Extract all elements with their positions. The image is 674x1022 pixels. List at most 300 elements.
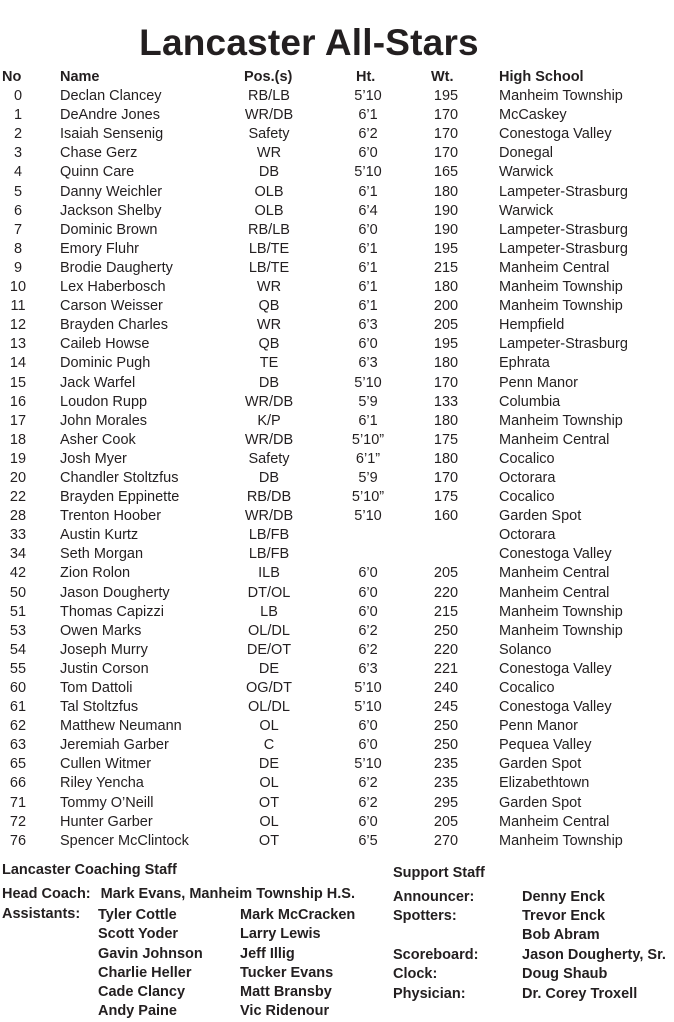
player-name: Tommy O’Neill xyxy=(60,794,154,811)
player-height: 6’3 xyxy=(358,355,378,372)
player-position: LB/FB xyxy=(248,546,290,563)
support-role-label: Clock: xyxy=(393,966,438,982)
table-row xyxy=(0,125,674,144)
player-height: 5’10 xyxy=(354,756,382,773)
player-height: 5’10 xyxy=(354,680,382,696)
player-weight: 250 xyxy=(433,737,459,754)
table-row xyxy=(0,545,674,564)
player-name: Austin Kurtz xyxy=(60,527,139,544)
player-number: 72 xyxy=(9,813,27,830)
player-weight: 170 xyxy=(433,374,459,391)
player-name: Carson Weisser xyxy=(60,298,163,315)
table-row xyxy=(0,469,674,488)
player-weight: 250 xyxy=(433,622,459,639)
player-position: OL/DL xyxy=(248,699,290,716)
table-row xyxy=(0,183,674,202)
player-high-school: Manheim Township xyxy=(499,412,623,429)
header-weight: Wt. xyxy=(431,69,454,85)
player-high-school: Manheim Central xyxy=(499,259,610,276)
player-high-school: Conestoga Valley xyxy=(499,660,612,677)
roster-header-row xyxy=(0,68,674,87)
support-staff-name: Trevor Enck xyxy=(522,908,606,924)
player-name: Brodie Daugherty xyxy=(60,259,173,276)
player-name: Jason Dougherty xyxy=(60,584,170,601)
player-position: WR/DB xyxy=(244,508,294,525)
table-row xyxy=(0,774,674,793)
player-weight: 200 xyxy=(433,298,459,315)
player-name: Dominic Pugh xyxy=(60,355,151,372)
assistants-label: Assistants: xyxy=(2,906,81,922)
player-high-school: Warwick xyxy=(499,202,554,219)
player-name: Declan Clancey xyxy=(60,88,162,105)
player-high-school: Manheim Central xyxy=(499,813,610,830)
player-weight: 180 xyxy=(433,412,459,429)
support-role-label: Spotters: xyxy=(393,908,457,924)
table-row xyxy=(0,736,674,755)
player-position: Safety xyxy=(248,450,290,467)
player-height: 6’1 xyxy=(358,183,378,200)
player-high-school: Manheim Township xyxy=(499,298,623,315)
player-position: DE/OT xyxy=(246,641,292,658)
player-height: 6’1 xyxy=(358,412,378,429)
player-weight: 205 xyxy=(433,317,459,334)
player-high-school: Manheim Township xyxy=(499,603,623,620)
table-row xyxy=(0,507,674,526)
support-staff-name: Denny Enck xyxy=(522,889,605,905)
player-high-school: Solanco xyxy=(499,641,552,658)
player-high-school: Warwick xyxy=(499,164,554,181)
player-number: 7 xyxy=(13,221,23,238)
player-name: Thomas Capizzi xyxy=(60,603,164,620)
player-position: OL xyxy=(259,775,279,792)
player-high-school: Lampeter-Strasburg xyxy=(499,183,628,200)
table-row xyxy=(0,221,674,240)
head-coach-line xyxy=(2,886,355,902)
player-high-school: Octorara xyxy=(499,527,556,544)
player-weight: 220 xyxy=(433,584,459,601)
player-weight: 215 xyxy=(433,603,459,620)
player-height: 6’1 xyxy=(358,240,378,257)
player-weight: 235 xyxy=(433,775,459,792)
player-high-school: Donegal xyxy=(499,145,554,162)
player-position: RB/LB xyxy=(248,88,290,105)
table-row xyxy=(0,240,674,259)
player-number: 63 xyxy=(9,737,27,754)
player-position: OLB xyxy=(254,183,284,200)
player-high-school: Cocalico xyxy=(499,489,555,506)
roster-table xyxy=(0,68,674,851)
table-row xyxy=(0,393,674,412)
player-number: 65 xyxy=(9,756,27,773)
table-row xyxy=(0,698,674,717)
player-height: 6’2 xyxy=(358,641,378,658)
assistant-coach-name: Tucker Evans xyxy=(240,964,334,981)
assistants-column-1 xyxy=(98,906,203,1022)
table-row xyxy=(0,278,674,297)
table-row xyxy=(0,564,674,583)
player-name: Quinn Care xyxy=(60,164,135,181)
player-high-school: Pequea Valley xyxy=(499,737,592,754)
player-high-school: Lampeter-Strasburg xyxy=(499,221,628,238)
player-height: 5’9 xyxy=(358,393,378,410)
head-coach-name: Mark Evans, Manheim Township H.S. xyxy=(100,886,356,902)
player-high-school: Conestoga Valley xyxy=(499,699,612,716)
table-row xyxy=(0,431,674,450)
player-number: 53 xyxy=(9,622,27,639)
assistant-coach-name: Cade Clancy xyxy=(98,984,186,1001)
player-high-school: Columbia xyxy=(499,393,561,410)
player-position: OT xyxy=(258,794,280,811)
player-height: 6’1 xyxy=(358,107,378,124)
player-number: 20 xyxy=(9,469,27,486)
player-name: Brayden Charles xyxy=(60,317,168,334)
player-high-school: Manheim Township xyxy=(499,832,623,849)
player-height: 6’0 xyxy=(358,565,378,582)
player-name: John Morales xyxy=(60,412,148,429)
table-row xyxy=(0,526,674,545)
table-row xyxy=(0,354,674,373)
player-position: C xyxy=(263,737,275,754)
player-number: 11 xyxy=(10,298,26,315)
player-weight: 195 xyxy=(433,88,459,105)
player-number: 9 xyxy=(13,259,23,276)
player-name: Jack Warfel xyxy=(60,374,136,391)
player-height: 6’2 xyxy=(358,126,378,143)
player-weight: 175 xyxy=(433,489,459,506)
player-weight: 180 xyxy=(433,279,459,296)
player-height: 6’0 xyxy=(358,718,378,735)
table-row xyxy=(0,641,674,660)
player-name: Tal Stoltzfus xyxy=(60,699,139,716)
player-weight: 221 xyxy=(433,660,459,677)
player-name: DeAndre Jones xyxy=(60,107,160,124)
player-position: OLB xyxy=(254,202,284,219)
player-name: Jeremiah Garber xyxy=(60,737,169,754)
player-height: 6’0 xyxy=(358,145,378,162)
player-height: 5’10” xyxy=(351,489,385,506)
head-coach-label: Head Coach: xyxy=(2,886,91,902)
player-height: 6’3 xyxy=(358,660,378,677)
player-position: DB xyxy=(258,164,280,181)
player-name: Joseph Murry xyxy=(60,641,148,658)
assistant-coach-name: Gavin Johnson xyxy=(98,945,203,962)
player-high-school: Garden Spot xyxy=(499,508,582,525)
assistant-coach-name: Jeff Illig xyxy=(240,945,295,962)
table-row xyxy=(0,679,674,698)
table-row xyxy=(0,832,674,851)
player-high-school: McCaskey xyxy=(499,107,567,124)
player-position: OG/DT xyxy=(246,680,292,696)
player-name: Josh Myer xyxy=(60,450,127,467)
player-position: K/P xyxy=(257,412,281,429)
player-high-school: Octorara xyxy=(499,469,556,486)
player-number: 16 xyxy=(9,393,27,410)
player-number: 19 xyxy=(9,450,27,467)
player-position: WR/DB xyxy=(244,107,294,124)
player-height: 5’10 xyxy=(354,508,382,525)
player-name: Matthew Neumann xyxy=(60,718,182,735)
header-position: Pos.(s) xyxy=(244,69,293,85)
player-position: OL/DL xyxy=(248,622,290,639)
table-row xyxy=(0,316,674,335)
player-weight: 220 xyxy=(433,641,459,658)
player-name: Asher Cook xyxy=(60,431,136,448)
table-row xyxy=(0,813,674,832)
player-number: 10 xyxy=(9,279,27,296)
player-high-school: Manheim Central xyxy=(499,431,610,448)
table-row xyxy=(0,450,674,469)
player-number: 4 xyxy=(13,164,23,181)
player-position: WR/DB xyxy=(244,431,294,448)
player-number: 60 xyxy=(9,680,27,696)
player-position: OT xyxy=(258,832,280,849)
support-staff-name: Bob Abram xyxy=(522,927,600,943)
assistant-coach-name: Vic Ridenour xyxy=(240,1003,330,1020)
player-number: 5 xyxy=(13,183,23,200)
player-name: Lex Haberbosch xyxy=(60,279,166,296)
player-weight: 205 xyxy=(433,813,459,830)
player-position: OL xyxy=(259,718,279,735)
player-number: 28 xyxy=(9,508,27,525)
player-name: Hunter Garber xyxy=(60,813,153,830)
table-row xyxy=(0,622,674,641)
player-position: DT/OL xyxy=(247,584,291,601)
player-position: QB xyxy=(258,336,280,353)
assistants-column-2 xyxy=(240,906,355,1022)
player-weight: 170 xyxy=(433,107,459,124)
table-row xyxy=(0,259,674,278)
assistant-coach-name: Larry Lewis xyxy=(240,926,321,943)
player-number: 8 xyxy=(13,240,23,257)
player-name: Chandler Stoltzfus xyxy=(60,469,179,486)
player-weight: 205 xyxy=(433,565,459,582)
player-height: 6’5 xyxy=(358,832,378,849)
player-name: Danny Weichler xyxy=(60,183,163,200)
table-row xyxy=(0,297,674,316)
player-high-school: Cocalico xyxy=(499,450,555,467)
player-height: 5’10” xyxy=(351,431,385,448)
player-position: WR xyxy=(256,145,282,162)
player-height: 6’0 xyxy=(358,737,378,754)
player-high-school: Conestoga Valley xyxy=(499,126,612,143)
assistant-coach-name: Mark McCracken xyxy=(240,907,356,923)
player-height: 6’0 xyxy=(358,336,378,353)
support-staff-name: Jason Dougherty, Sr. xyxy=(522,947,666,963)
assistant-coach-name: Scott Yoder xyxy=(98,926,179,943)
player-weight: 180 xyxy=(433,450,459,467)
player-number: 6 xyxy=(13,202,23,219)
player-position: DB xyxy=(258,469,280,486)
player-weight: 180 xyxy=(433,183,459,200)
player-weight: 190 xyxy=(433,221,459,238)
player-height: 6’2 xyxy=(358,794,378,811)
table-row xyxy=(0,144,674,163)
player-position: Safety xyxy=(248,126,290,143)
player-height: 5’10 xyxy=(354,88,382,105)
player-position: ILB xyxy=(258,565,280,582)
player-weight: 133 xyxy=(433,393,459,410)
player-name: Jackson Shelby xyxy=(60,202,162,219)
player-name: Trenton Hoober xyxy=(60,508,162,525)
table-row xyxy=(0,794,674,813)
player-weight: 270 xyxy=(433,832,459,849)
player-number: 66 xyxy=(9,775,27,792)
table-row xyxy=(0,106,674,125)
coaching-staff-title: Lancaster Coaching Staff xyxy=(2,862,177,878)
player-height: 6’2 xyxy=(358,622,378,639)
player-height: 6’2 xyxy=(358,775,378,792)
player-height: 6’4 xyxy=(358,202,378,219)
player-number: 34 xyxy=(9,546,27,563)
player-position: OL xyxy=(259,813,279,830)
player-weight: 240 xyxy=(433,680,459,696)
player-position: LB/FB xyxy=(248,527,290,544)
player-position: QB xyxy=(258,298,280,315)
player-weight: 180 xyxy=(433,355,459,372)
player-weight: 215 xyxy=(433,259,459,276)
player-high-school: Ephrata xyxy=(499,355,550,372)
player-name: Owen Marks xyxy=(60,622,142,639)
table-row xyxy=(0,163,674,182)
support-role-label: Scoreboard: xyxy=(393,947,479,963)
player-name: Justin Corson xyxy=(60,660,149,677)
player-number: 15 xyxy=(9,374,27,391)
player-high-school: Penn Manor xyxy=(499,718,578,735)
player-weight: 170 xyxy=(433,126,459,143)
header-height: Ht. xyxy=(356,69,376,85)
player-name: Riley Yencha xyxy=(60,775,144,792)
support-role-label: Physician: xyxy=(393,986,466,1002)
table-row xyxy=(0,202,674,221)
player-position: DE xyxy=(258,660,280,677)
player-position: RB/DB xyxy=(246,489,292,506)
player-name: Cullen Witmer xyxy=(60,756,152,773)
player-high-school: Manheim Central xyxy=(499,565,610,582)
player-position: DE xyxy=(258,756,280,773)
player-number: 55 xyxy=(9,660,27,677)
table-row xyxy=(0,412,674,431)
player-high-school: Hempfield xyxy=(499,317,565,334)
player-height: 6’1” xyxy=(355,450,381,467)
player-number: 18 xyxy=(9,431,27,448)
player-height: 6’1 xyxy=(358,279,378,296)
player-name: Isaiah Sensenig xyxy=(60,126,164,143)
player-position: LB xyxy=(260,603,278,620)
player-number: 1 xyxy=(13,107,23,124)
player-high-school: Garden Spot xyxy=(499,756,582,773)
player-high-school: Manheim Township xyxy=(499,622,623,639)
assistant-coach-name: Charlie Heller xyxy=(98,964,192,981)
player-weight: 250 xyxy=(433,718,459,735)
roster-rows xyxy=(0,87,674,851)
player-high-school: Lampeter-Strasburg xyxy=(499,336,628,353)
player-high-school: Manheim Township xyxy=(499,279,623,296)
player-number: 51 xyxy=(9,603,27,620)
player-position: WR xyxy=(256,317,282,334)
player-name: Spencer McClintock xyxy=(60,832,189,849)
player-weight: 165 xyxy=(433,164,459,181)
player-position: WR xyxy=(256,279,282,296)
table-row xyxy=(0,335,674,354)
player-number: 50 xyxy=(9,584,27,601)
table-row xyxy=(0,717,674,736)
player-height: 6’0 xyxy=(358,221,378,238)
player-position: WR/DB xyxy=(244,393,294,410)
player-weight: 235 xyxy=(433,756,459,773)
player-height: 6’3 xyxy=(358,317,378,334)
player-number: 13 xyxy=(9,336,27,353)
player-high-school: Cocalico xyxy=(499,680,555,696)
player-number: 71 xyxy=(9,794,27,811)
player-number: 54 xyxy=(9,641,27,658)
player-high-school: Garden Spot xyxy=(499,794,582,811)
player-number: 2 xyxy=(13,126,23,143)
player-position: DB xyxy=(258,374,280,391)
player-number: 12 xyxy=(9,317,27,334)
player-position: LB/TE xyxy=(248,240,290,257)
assistant-coach-name: Matt Bransby xyxy=(240,984,332,1001)
player-weight: 190 xyxy=(433,202,459,219)
player-number: 33 xyxy=(9,527,27,544)
player-position: LB/TE xyxy=(248,259,290,276)
player-position: RB/LB xyxy=(248,221,290,238)
player-height: 6’0 xyxy=(358,813,378,830)
header-name: Name xyxy=(60,69,100,85)
player-weight: 175 xyxy=(433,431,459,448)
player-number: 42 xyxy=(9,565,27,582)
player-high-school: Conestoga Valley xyxy=(499,546,612,563)
player-height: 5’9 xyxy=(358,469,378,486)
player-high-school: Lampeter-Strasburg xyxy=(499,240,628,257)
player-weight: 195 xyxy=(433,336,459,353)
player-weight: 195 xyxy=(433,240,459,257)
table-row xyxy=(0,660,674,679)
player-number: 0 xyxy=(13,88,23,105)
player-height: 5’10 xyxy=(354,374,382,391)
player-high-school: Penn Manor xyxy=(499,374,578,391)
player-name: Seth Morgan xyxy=(60,546,144,563)
table-row xyxy=(0,755,674,774)
player-number: 62 xyxy=(9,718,27,735)
support-staff-name: Doug Shaub xyxy=(522,966,608,982)
player-height: 6’1 xyxy=(358,259,378,276)
page-title: Lancaster All-Stars xyxy=(139,22,479,63)
header-no: No xyxy=(2,69,22,85)
player-high-school: Manheim Township xyxy=(499,88,623,105)
player-height: 5’10 xyxy=(354,164,382,181)
player-weight: 295 xyxy=(433,794,459,811)
player-name: Tom Dattoli xyxy=(60,680,133,696)
player-name: Brayden Eppinette xyxy=(60,489,180,506)
player-name: Emory Fluhr xyxy=(60,240,139,257)
player-high-school: Elizabethtown xyxy=(499,775,590,792)
player-number: 22 xyxy=(9,489,27,506)
player-height: 5’10 xyxy=(354,699,382,716)
table-row xyxy=(0,603,674,622)
support-staff-name: Dr. Corey Troxell xyxy=(522,986,638,1002)
table-row xyxy=(0,584,674,603)
support-staff-title: Support Staff xyxy=(393,865,485,881)
player-number: 14 xyxy=(9,355,27,372)
table-row xyxy=(0,488,674,507)
assistant-coach-name: Andy Paine xyxy=(98,1003,177,1020)
player-name: Caileb Howse xyxy=(60,336,150,353)
support-role-label: Announcer: xyxy=(393,889,475,905)
player-name: Dominic Brown xyxy=(60,221,158,238)
player-weight: 245 xyxy=(433,699,459,716)
player-name: Zion Rolon xyxy=(60,565,131,582)
table-row xyxy=(0,87,674,106)
